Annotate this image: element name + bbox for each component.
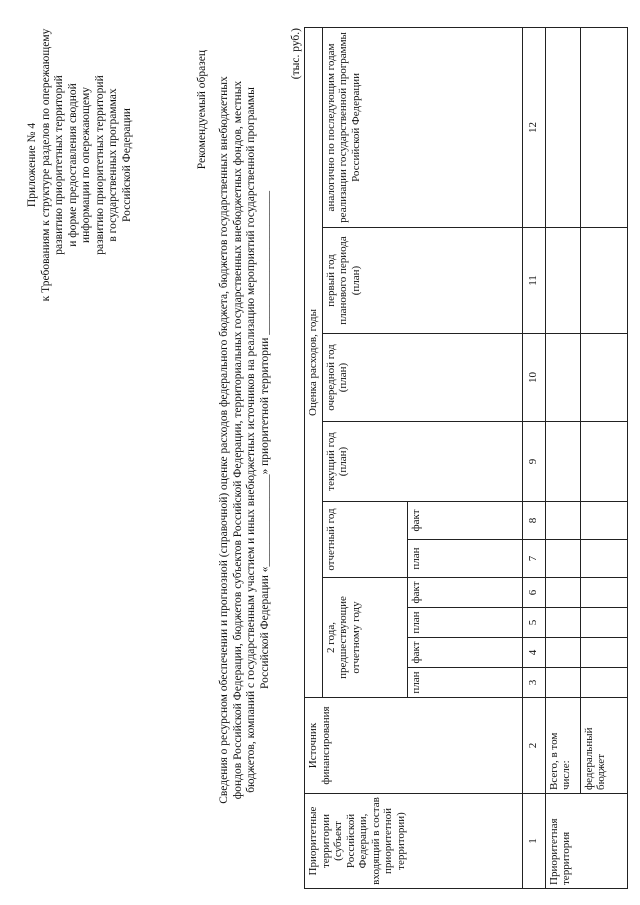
table-cell [580,422,627,502]
col-header-territory: Приоритетные территории (субъект Российской Федерации, входящий в состав приоритетной территории) [305,794,523,889]
title-line: фондов Российской Федерации, бюджетов субъектов Российской Федерации, территориальных государственных внебюджетных фондов, местных [231,80,244,800]
col-header-first-plan-year: первый год планового периода (план) [322,228,522,334]
table-cell [545,540,580,578]
table-cell [545,27,580,227]
col-header-source: Источник финансирования [305,698,523,794]
col-header-plan: план [407,540,522,578]
table-cell [580,27,627,227]
appendix-header [26,25,134,305]
col-header-next-year: очередной год (план) [322,334,522,422]
table-row [580,27,627,888]
table-cell [580,608,627,638]
table-cell [545,638,580,668]
col-header-two-years: 2 года, предшествующие отчетному году [322,578,407,698]
column-number: 4 [522,638,545,668]
col-header-report-year: отчетный год [322,502,407,578]
column-number: 12 [522,27,545,227]
column-number: 2 [522,698,545,794]
appendix-line: Российской Федерации [120,108,133,222]
units-label: (тыс. руб.) [290,28,302,80]
col-header-plan: план [407,608,522,638]
table-cell [545,502,580,540]
table-cell [580,228,627,334]
table-cell [545,334,580,422]
sample-label: Рекомендуемый образец [196,50,208,170]
table-cell [545,228,580,334]
col-header-estimate: Оценка расходов, годы [305,27,323,697]
table-row [545,27,580,888]
column-number: 9 [522,422,545,502]
column-number: 10 [522,334,545,422]
column-number: 1 [522,794,545,889]
col-header-fact: факт [407,578,522,608]
row-label-territory: Приоритетная территория [545,794,627,889]
table-cell [545,668,580,698]
table-cell [580,638,627,668]
col-header-fact: факт [407,638,522,668]
title-line: Сведения о ресурсном обеспечении и прогнозной (справочной) оценке расходов федерального бюджета, бюджетов государственных внебюджетных [218,76,230,804]
header-row [305,27,323,888]
row-label-federal: федеральный бюджет [580,698,627,794]
col-header-fact: факт [407,502,522,540]
row-label-total: Всего, в том числе: [545,698,580,794]
expenses-table [304,27,628,889]
table-cell [580,540,627,578]
title-line: Российской Федерации «________________» приоритетной территории _________________________ [258,191,271,690]
table-cell [580,668,627,698]
table-cell [545,578,580,608]
document-title [218,15,272,865]
appendix-line: информации по опережающему [80,87,92,243]
table-cell [545,608,580,638]
table-cell [545,422,580,502]
column-number: 3 [522,668,545,698]
title-line: бюджетов, компаний с государственным участием и иных внебюджетных источников на реализацию мероприятий государственной программы [245,87,257,793]
column-number: 5 [522,608,545,638]
appendix-line: в государственных программах [107,88,119,242]
appendix-line: и форме предоставления сводной [66,83,79,247]
column-number: 6 [522,578,545,608]
table-cell [580,334,627,422]
col-header-current-year: текущий год (план) [322,422,522,502]
col-header-plan: план [407,668,522,698]
column-number: 7 [522,540,545,578]
appendix-line: к Требованиям к структуре разделов по опережающему [39,28,52,302]
appendix-line: развитию приоритетных территорий [53,75,65,255]
table-cell [580,502,627,540]
appendix-line: развитию приоритетных территорий [93,75,106,255]
column-number-row [522,27,545,888]
appendix-line: Приложение № 4 [26,122,38,208]
col-header-analog: аналогично по последующим годам реализации государственной программы Российской Федерации [322,27,522,227]
table-cell [580,578,627,608]
column-number: 8 [522,502,545,540]
column-number: 11 [522,228,545,334]
